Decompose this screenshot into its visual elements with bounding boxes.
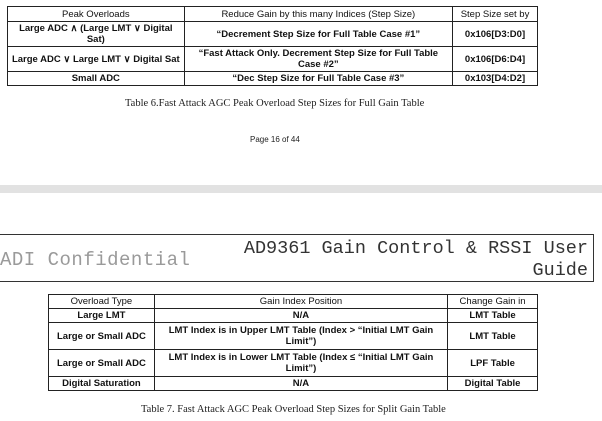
table-cell: LPF Table	[448, 350, 538, 377]
table-row	[49, 323, 538, 350]
table-header-row	[8, 7, 538, 22]
table-cell: 0x106[D3:D0]	[453, 22, 538, 47]
table-7-caption: Table 7. Fast Attack AGC Peak Overload Step Sizes for Split Gain Table	[141, 404, 446, 415]
page-number: Page 16 of 44	[250, 135, 300, 144]
table-cell: Large or Small ADC	[49, 350, 155, 377]
table-cell: 0x106[D6:D4]	[453, 47, 538, 72]
table-row	[8, 72, 538, 86]
table-cell: Digital Table	[448, 377, 538, 391]
table-row	[49, 350, 538, 377]
table-cell: Digital Saturation	[49, 377, 155, 391]
table-cell: LMT Index is in Upper LMT Table (Index > “Initial LMT Gain Limit”)	[154, 323, 447, 350]
table-6	[7, 6, 538, 86]
column-header: Change Gain in	[448, 295, 538, 309]
table-cell: Small ADC	[8, 72, 185, 86]
column-header: Overload Type	[49, 295, 155, 309]
table-cell: 0x103[D4:D2]	[453, 72, 538, 86]
table-header-row	[49, 295, 538, 309]
page-divider	[0, 185, 602, 193]
column-header: Gain Index Position	[154, 295, 447, 309]
table-cell: N/A	[154, 309, 447, 323]
confidential-watermark: ADI Confidential	[0, 249, 191, 271]
table-cell: Large ADC ∧ (Large LMT ∨ Digital Sat)	[8, 22, 185, 47]
table-cell: “Dec Step Size for Full Table Case #3”	[184, 72, 452, 86]
table-7	[48, 294, 538, 391]
table-cell: “Decrement Step Size for Full Table Case #1”	[184, 22, 452, 47]
table-row	[49, 377, 538, 391]
table-cell: “Fast Attack Only. Decrement Step Size for Full Table Case #2”	[184, 47, 452, 72]
table-cell: LMT Index is in Lower LMT Table (Index ≤ “Initial LMT Gain Limit”)	[154, 350, 447, 377]
table-cell: LMT Table	[448, 323, 538, 350]
table-cell: Large ADC ∨ Large LMT ∨ Digital Sat	[8, 47, 185, 72]
column-header: Reduce Gain by this many Indices (Step Size)	[184, 7, 452, 22]
table-cell: Large or Small ADC	[49, 323, 155, 350]
table-row	[49, 309, 538, 323]
table-row	[8, 47, 538, 72]
column-header: Step Size set by	[453, 7, 538, 22]
table-row	[8, 22, 538, 47]
table-6-caption: Table 6.Fast Attack AGC Peak Overload Step Sizes for Full Gain Table	[125, 98, 425, 109]
column-header: Peak Overloads	[8, 7, 185, 22]
table-cell: N/A	[154, 377, 447, 391]
table-cell: Large LMT	[49, 309, 155, 323]
document-title: AD9361 Gain Control & RSSI User Guide	[243, 238, 588, 281]
table-cell: LMT Table	[448, 309, 538, 323]
